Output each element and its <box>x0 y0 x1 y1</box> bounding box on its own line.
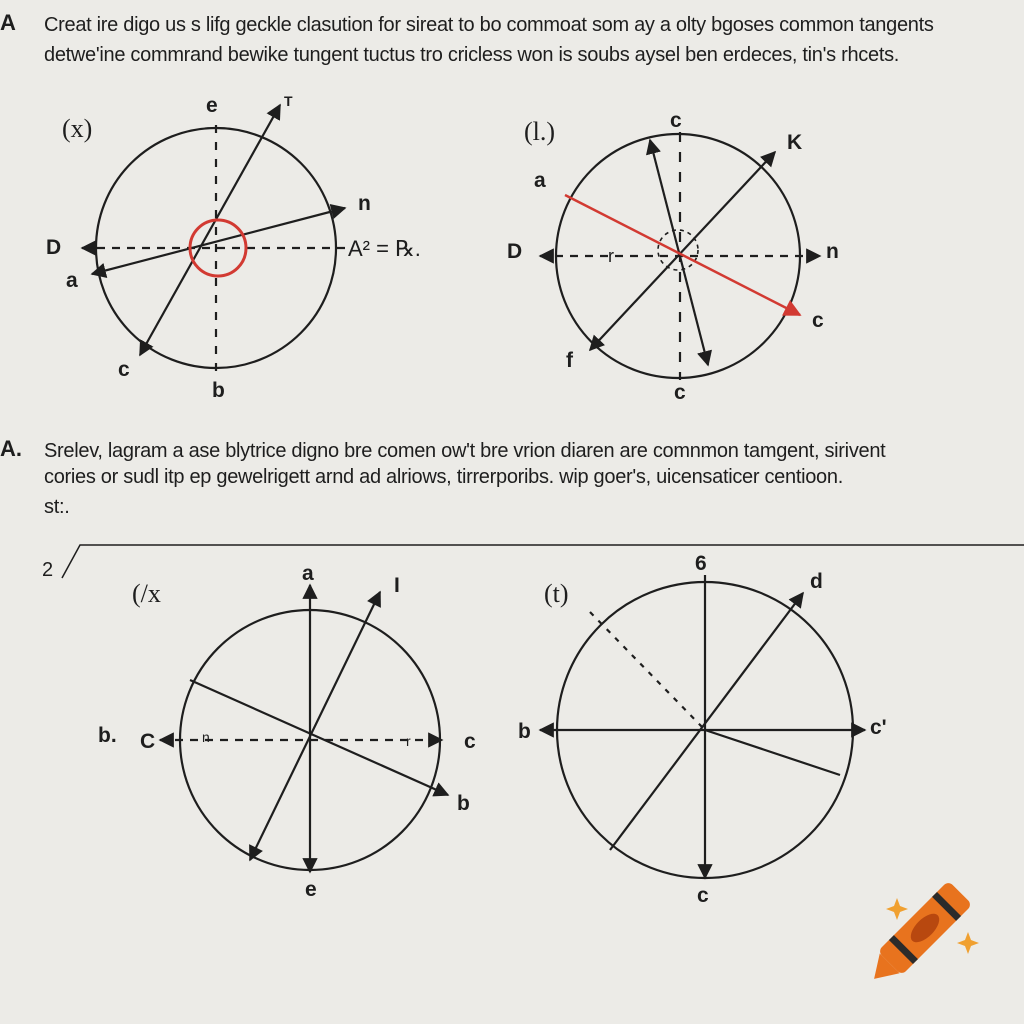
tangent-line <box>92 208 345 274</box>
label: c <box>697 884 709 907</box>
diagram-tag: (x) <box>62 114 93 143</box>
tangent-line <box>610 593 803 850</box>
label: n <box>358 192 371 215</box>
problem-rule <box>62 545 1024 578</box>
label: c <box>118 358 130 381</box>
label: b <box>518 720 531 743</box>
section-marker-2: A. <box>0 436 22 461</box>
problem-number: 2 <box>42 559 54 581</box>
label: T <box>284 93 293 109</box>
label: C <box>140 730 156 753</box>
label: c <box>812 309 824 332</box>
label: c' <box>870 716 887 739</box>
label: a <box>534 169 546 192</box>
label: 6 <box>695 552 707 575</box>
label: b <box>212 379 225 402</box>
radius-line <box>705 730 840 775</box>
formula: A² = ℞. <box>348 236 421 261</box>
label: d <box>810 570 823 593</box>
label: b. <box>98 724 117 747</box>
diagram-4 <box>540 575 865 878</box>
instruction2-line-2: cories or sudl itp ep gewelrigett arnd ad alriows, tirrerporibs. wip goer's, uicensaticer centioon. <box>44 466 843 488</box>
section-marker: A <box>0 10 16 35</box>
sparkle-icon <box>957 932 979 954</box>
label: e <box>206 94 218 117</box>
label: r <box>406 733 411 749</box>
label: n <box>826 240 839 263</box>
label: D <box>46 236 62 259</box>
instruction-line-2: detwe'ine commrand bewike tungent tuctus tro cricless won is soubs aysel ben erdeces, tin's rhcets. <box>44 44 900 66</box>
crayon-logo-icon <box>862 881 972 991</box>
label: b <box>457 792 470 815</box>
instruction2-line-1: Srelev, lagram a ase blytrice digno bre comen ow't bre vrion diaren are comnmon tamgent, sirivent <box>44 440 886 462</box>
label: a <box>66 269 78 292</box>
sparkle-icon <box>886 898 908 920</box>
label: c <box>670 109 682 132</box>
label: f <box>566 349 573 372</box>
label: n <box>202 729 210 745</box>
diagram-tag: (l.) <box>524 117 556 146</box>
tangent-line <box>590 152 775 350</box>
label: I <box>394 574 400 597</box>
label: D <box>507 240 523 263</box>
label: c <box>464 730 476 753</box>
instruction-line-1: Creat ire digo us s lifg geckle clasution for sireat to bo commoat som ay a olty bgoses common tangents <box>44 14 934 36</box>
dotted-line <box>590 612 705 730</box>
label: a <box>302 562 314 585</box>
label: e <box>305 878 317 901</box>
instruction2-line-3: st:. <box>44 496 70 518</box>
diagram-2 <box>540 132 820 380</box>
label: c <box>674 381 686 404</box>
tangent-line <box>250 592 380 860</box>
diagram-tag: (/x <box>132 579 161 608</box>
label: K <box>787 131 803 154</box>
label: r <box>608 246 614 266</box>
diagram-1 <box>82 105 345 372</box>
diagram-tag: (t) <box>544 579 569 608</box>
